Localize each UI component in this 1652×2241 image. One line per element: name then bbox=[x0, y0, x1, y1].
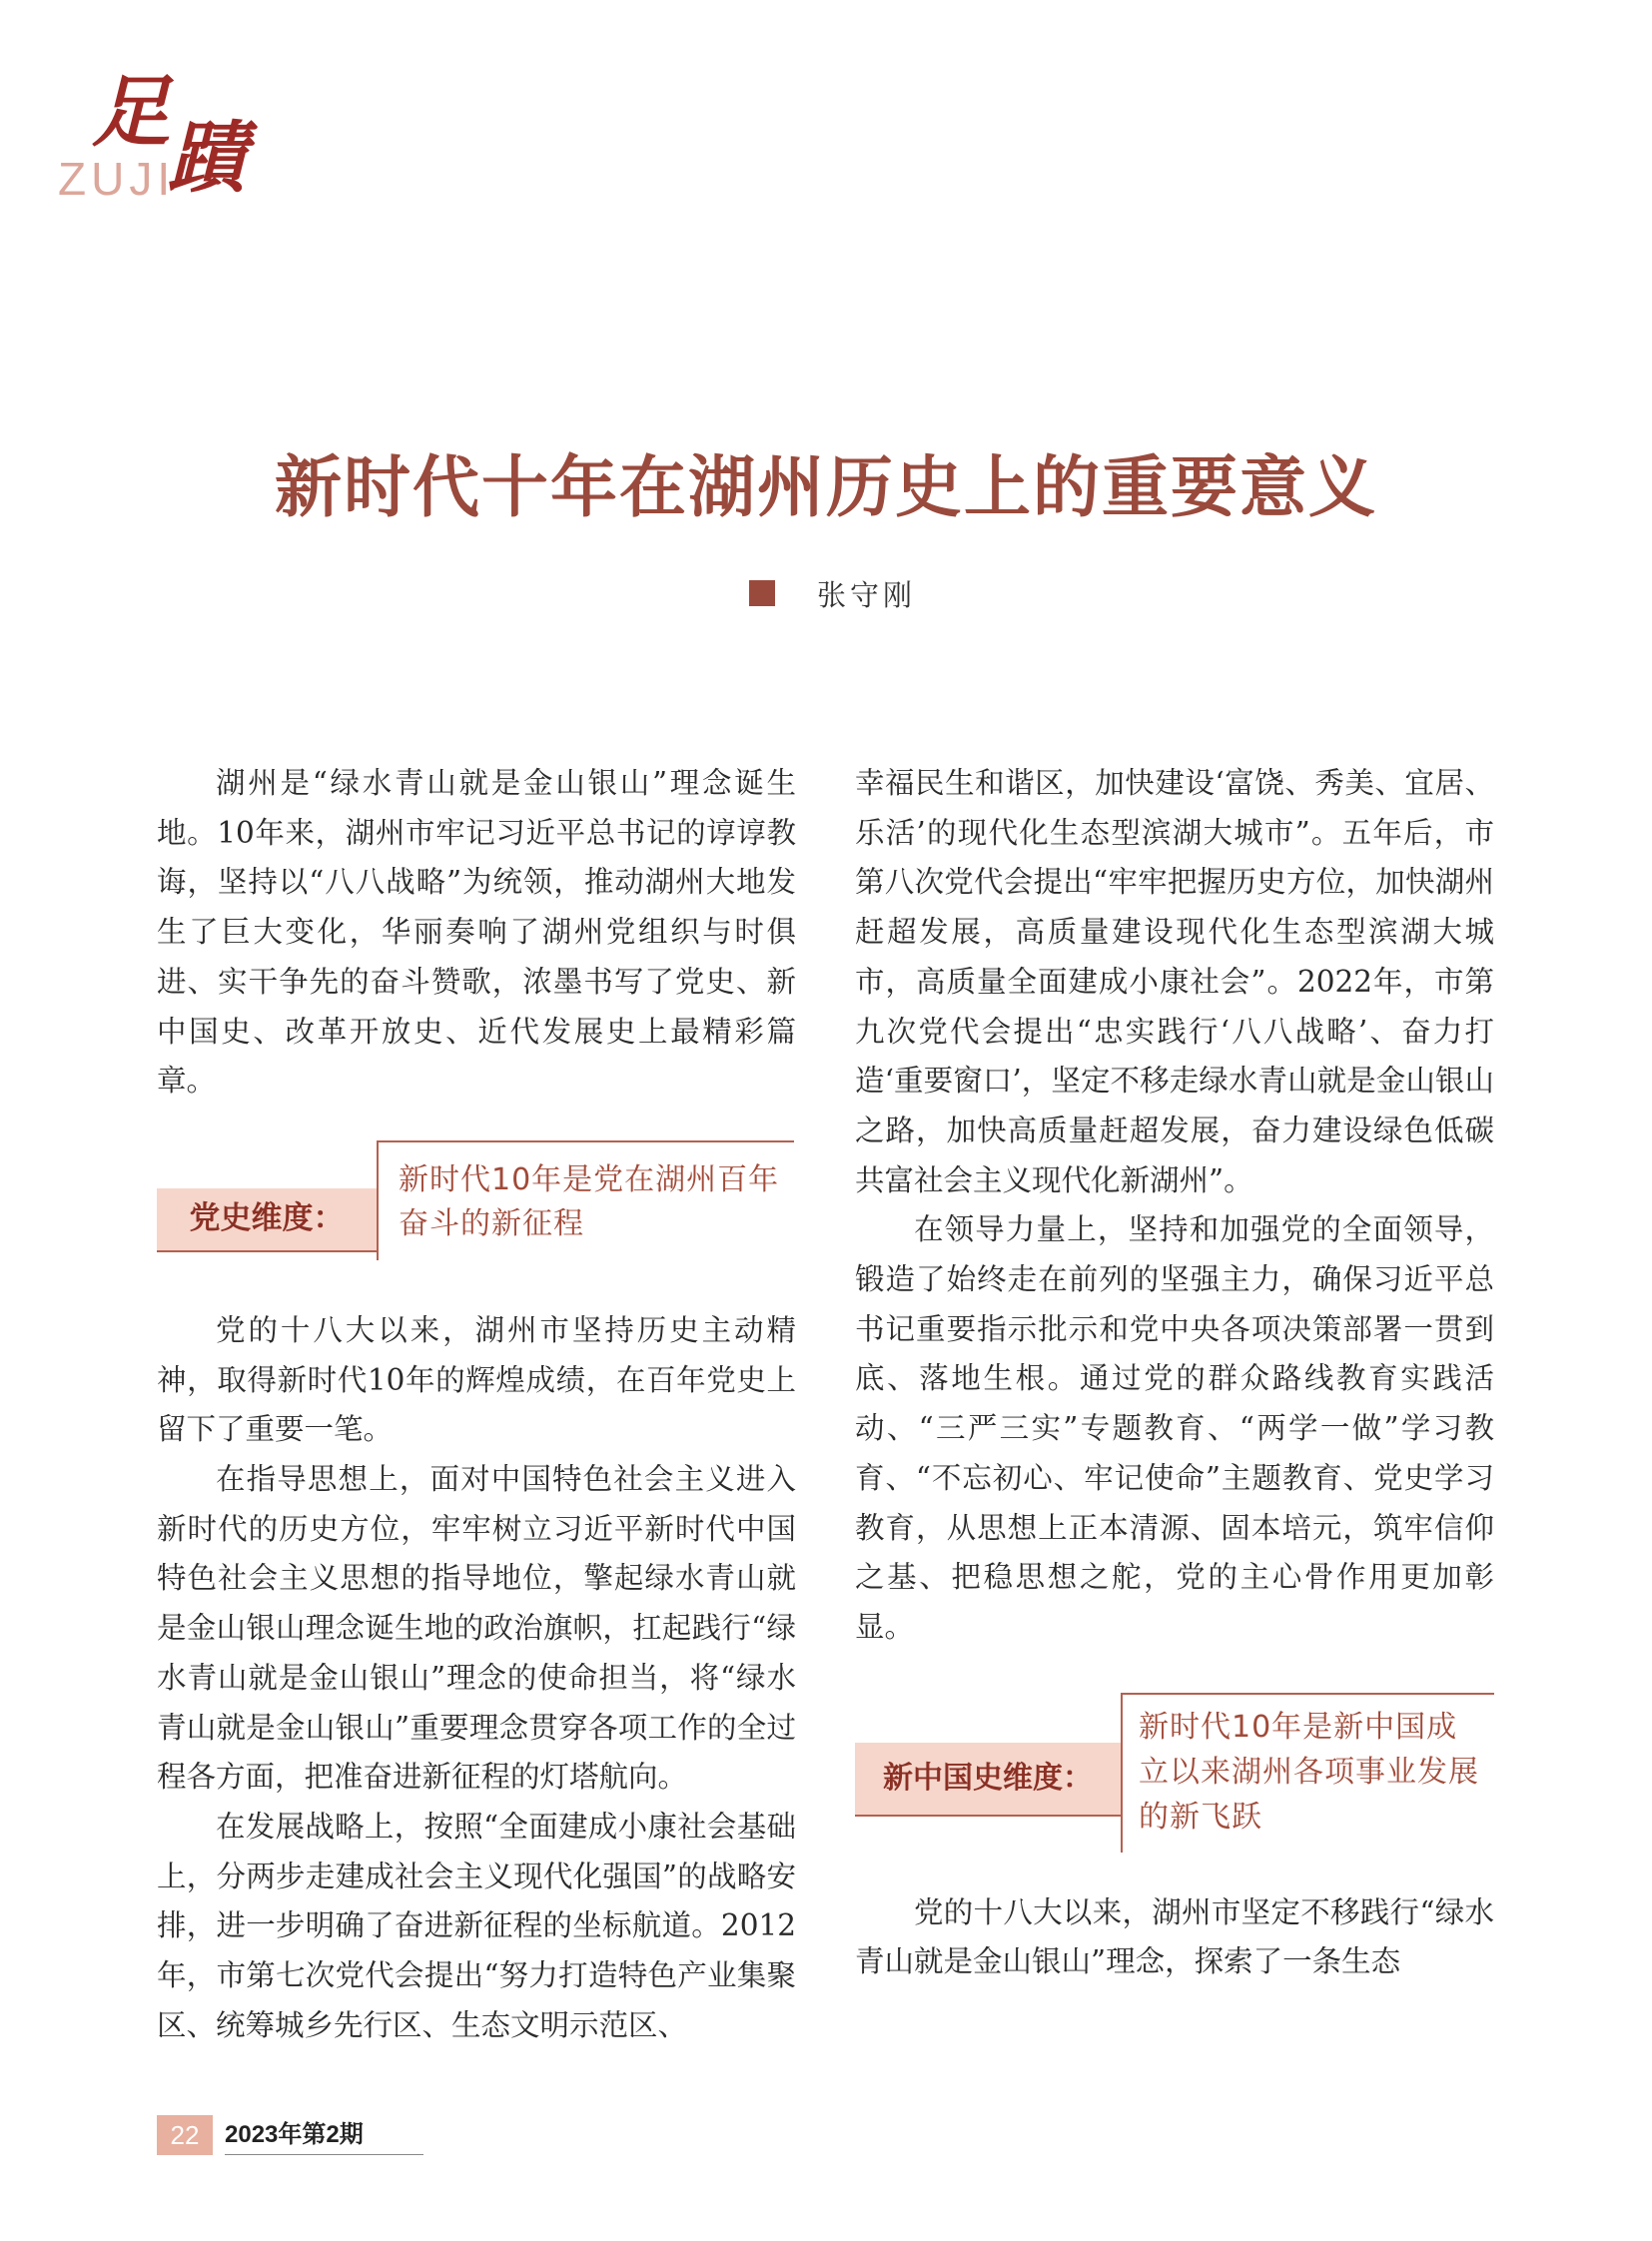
section-title: 新时代10年是党在湖州百年奋斗的新征程 bbox=[399, 1161, 780, 1241]
right-column bbox=[855, 759, 1494, 1987]
section-label: 党史维度： bbox=[157, 1188, 377, 1252]
paragraph: 幸福民生和谐区，加快建设‘富饶、秀美、宜居、乐活’的现代化生态型滨湖大城市”。五年后，市第八次党代会提出“牢牢把握历史方位，加快湖州赶超发展，高质量建设现代化生态型滨湖大城市，高质量全面建成小康社会”。2022年，市第九次党代会提出“忠实践行‘八八战略’、奋力打造‘重要窗口’，坚定不移走绿水青山就是金山银山之路，加快高质量赶超发展，奋力建设绿色低碳共富社会主义现代化新湖州”。 bbox=[855, 766, 1494, 1197]
magazine-logo bbox=[52, 67, 252, 205]
left-column bbox=[157, 759, 796, 2050]
paragraph: 湖州是“绿水青山就是金山银山”理念诞生地。10年来，湖州市牢记习近平总书记的谆谆教诲，坚持以“八八战略”为统领，推动湖州大地发生了巨大变化，华丽奏响了湖州党组织与时俱进、实干争先的奋斗赞歌，浓墨书写了党史、新中国史、改革开放史、近代发展史上最精彩篇章。 bbox=[157, 766, 796, 1099]
square-bullet-icon bbox=[749, 580, 775, 606]
page-number: 22 bbox=[157, 2115, 213, 2155]
paragraph: 党的十八大以来，湖州市坚定不移践行“绿水青山就是金山银山”理念，探索了一条生态 bbox=[855, 1894, 1494, 1979]
page-footer bbox=[157, 2115, 423, 2155]
section-label: 新中国史维度： bbox=[855, 1743, 1121, 1817]
paragraph: 在指导思想上，面对中国特色社会主义进入新时代的历史方位，牢牢树立习近平新时代中国特色社会主义思想的指导地位，擎起绿水青山就是金山银山理念诞生地的政治旗帜，扛起践行“绿水青山就是金山银山”理念的使命担当，将“绿水青山就是金山银山”重要理念贯穿各项工作的全过程各方面，把准奋进新征程的灯塔航向。 bbox=[157, 1462, 796, 1795]
logo-char-1: 足 bbox=[92, 67, 171, 158]
section-title: 新时代10年是新中国成立以来湖州各项事业发展的新飞跃 bbox=[1139, 1709, 1479, 1835]
issue-label: 2023年第2期 bbox=[225, 2116, 423, 2155]
logo-en: ZUJI bbox=[58, 153, 176, 205]
paragraph: 在发展战略上，按照“全面建成小康社会基础上，分两步走建成社会主义现代化强国”的战略安排，进一步明确了奋进新征程的坐标航道。2012年，市第七次党代会提出“努力打造特色产业集聚区、统筹城乡先行区、生态文明示范区、 bbox=[157, 1809, 796, 2042]
section-heading-prc-history bbox=[855, 1693, 1494, 1863]
paragraph: 党的十八大以来，湖州市坚持历史主动精神，取得新时代10年的辉煌成绩，在百年党史上留下了重要一笔。 bbox=[157, 1312, 796, 1447]
byline bbox=[749, 575, 916, 611]
logo-char-2: 蹟 bbox=[168, 113, 247, 204]
paragraph: 在领导力量上，坚持和加强党的全面领导，锻造了始终走在前列的坚强主力，确保习近平总书记重要指示批示和党中央各项决策部署一贯到底、落地生根。通过党的群众路线教育实践活动、“三严三实”专题教育、“两学一做”学习教育、“不忘初心、牢记使命”主题教育、党史学习教育，从思想上正本清源、固本培元，筑牢信仰之基、把稳思想之舵，党的主心骨作用更加彰显。 bbox=[855, 1212, 1494, 1644]
article-title: 新时代十年在湖州历史上的重要意义 bbox=[275, 448, 1377, 526]
author-name: 张守刚 bbox=[817, 577, 917, 612]
section-heading-party-history bbox=[157, 1140, 796, 1262]
